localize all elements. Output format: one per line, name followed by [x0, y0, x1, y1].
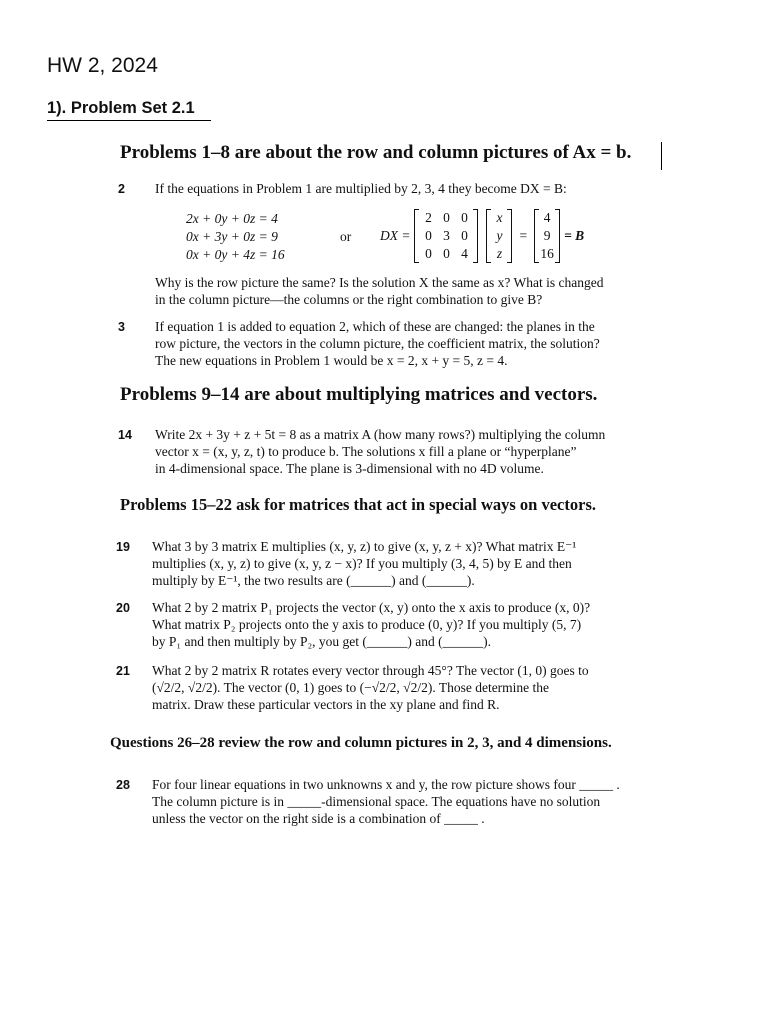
or-label: or	[340, 229, 352, 244]
problem-text	[152, 599, 648, 650]
matrix-entry: 2	[425, 210, 432, 225]
vector-entry: 4	[543, 210, 551, 225]
heading-problems-1-8: Problems 1–8 are about the row and column pictures of Ax = b.	[120, 142, 632, 163]
problem-line: in the column picture—the columns or the right combination to give B?	[155, 292, 543, 307]
section-title: 1). Problem Set 2.1	[47, 99, 195, 117]
matrix-equation-lhs: DX =	[380, 228, 411, 243]
problem-number: 14	[118, 428, 132, 442]
problem-line: unless the vector on the right side is a combination of _____ .	[152, 811, 485, 826]
equation-line: 0x + 3y + 0z = 9	[186, 229, 278, 244]
problem-text	[155, 180, 650, 197]
vector-entry: 9	[543, 228, 551, 243]
vector-entry: y	[496, 228, 503, 243]
problem-line: If equation 1 is added to equation 2, which of these are changed: the planes in the	[155, 319, 595, 334]
problem-line: Write 2x + 3y + z + 5t = 8 as a matrix A (how many rows?) multiplying the column	[155, 427, 606, 442]
problem-line: What 3 by 3 matrix E multiplies (x, y, z) to give (x, y, z + x)? What matrix E⁻¹	[152, 539, 577, 554]
problem-line: vector x = (x, y, z, t) to produce b. The solutions x fill a plane or “hyperplane”	[155, 444, 577, 459]
matrix-equation-rhs-label: = B	[564, 228, 585, 243]
problem-text	[155, 274, 650, 308]
problem-line: (√2/2, √2/2). The vector (0, 1) goes to (−√2/2, √2/2). Those determine the	[152, 680, 550, 695]
problem-line: by P₁ and then multiply by P₂, you get (______) and (______).	[152, 634, 492, 649]
problem-text	[152, 662, 648, 713]
problem-number: 3	[118, 320, 125, 334]
problem-text	[152, 776, 648, 827]
equation-line: 0x + 0y + 4z = 16	[186, 247, 285, 262]
equation-line: 2x + 0y + 0z = 4	[186, 211, 278, 226]
heading-problems-9-14: Problems 9–14 are about multiplying matrices and vectors.	[120, 384, 598, 405]
problem-line: What matrix P₂ projects onto the y axis to produce (0, y)? If you multiply (5, 7)	[152, 617, 582, 632]
problem-line: row picture, the vectors in the column picture, the coefficient matrix, the solution?	[155, 336, 600, 351]
problem-line: What 2 by 2 matrix P₁ projects the vector (x, y) onto the x axis to produce (x, 0)?	[152, 600, 591, 615]
problem-number: 21	[116, 664, 130, 678]
problem-number: 2	[118, 182, 125, 196]
problem-line: What 2 by 2 matrix R rotates every vector through 45°? The vector (1, 0) goes to	[152, 663, 589, 678]
problem-line: For four linear equations in two unknowns x and y, the row picture shows four _____ .	[152, 777, 620, 792]
matrix-entry: 3	[443, 228, 450, 243]
rhs-vector	[534, 209, 560, 263]
matrix-entry: 0	[425, 246, 432, 261]
problem-line: in 4-dimensional space. The plane is 3-dimensional with no 4D volume.	[155, 461, 544, 476]
equation-system	[186, 210, 285, 264]
matrix-entry: 0	[443, 210, 450, 225]
problem-line: The new equations in Problem 1 would be x = 2, x + y = 5, z = 4.	[155, 353, 508, 368]
problem-line: If the equations in Problem 1 are multiplied by 2, 3, 4 they become DX = B:	[155, 181, 567, 196]
problem-line: The column picture is in _____-dimensional space. The equations have no solution	[152, 794, 601, 809]
problem-text	[152, 538, 648, 589]
problem-line: matrix. Draw these particular vectors in the xy plane and find R.	[152, 697, 500, 712]
vector-entry: x	[496, 210, 503, 225]
vector-entry: z	[496, 246, 503, 261]
matrix-entry: 0	[461, 228, 468, 243]
problem-text	[155, 426, 650, 477]
vector-entry: 16	[540, 246, 554, 261]
problem-number: 20	[116, 601, 130, 615]
matrix-entry: 4	[461, 246, 468, 261]
coefficient-matrix	[414, 209, 478, 263]
heading-questions-26-28: Questions 26–28 review the row and column pictures in 2, 3, and 4 dimensions.	[110, 735, 612, 751]
problem-line: multiplies (x, y, z) to give (x, y, z − x)? If you multiply (3, 4, 5) by E and then	[152, 556, 572, 571]
problem-line: Why is the row picture the same? Is the solution X the same as x? What is changed	[155, 275, 604, 290]
problem-text	[155, 318, 650, 369]
problem-number: 19	[116, 540, 130, 554]
heading-problems-15-22: Problems 15–22 ask for matrices that act in special ways on vectors.	[120, 495, 596, 514]
matrix-entry: 0	[443, 246, 450, 261]
problem-number: 28	[116, 778, 130, 792]
matrix-entry: 0	[461, 210, 468, 225]
unknown-vector	[486, 209, 512, 263]
equals-sign: =	[519, 228, 528, 243]
matrix-equation	[380, 208, 584, 264]
section-title-underline	[47, 120, 211, 121]
problem-line: multiply by E⁻¹, the two results are (______) and (______).	[152, 573, 475, 588]
matrix-entry: 0	[425, 228, 432, 243]
document-title: HW 2, 2024	[47, 54, 158, 77]
page-edge-divider	[661, 142, 662, 170]
